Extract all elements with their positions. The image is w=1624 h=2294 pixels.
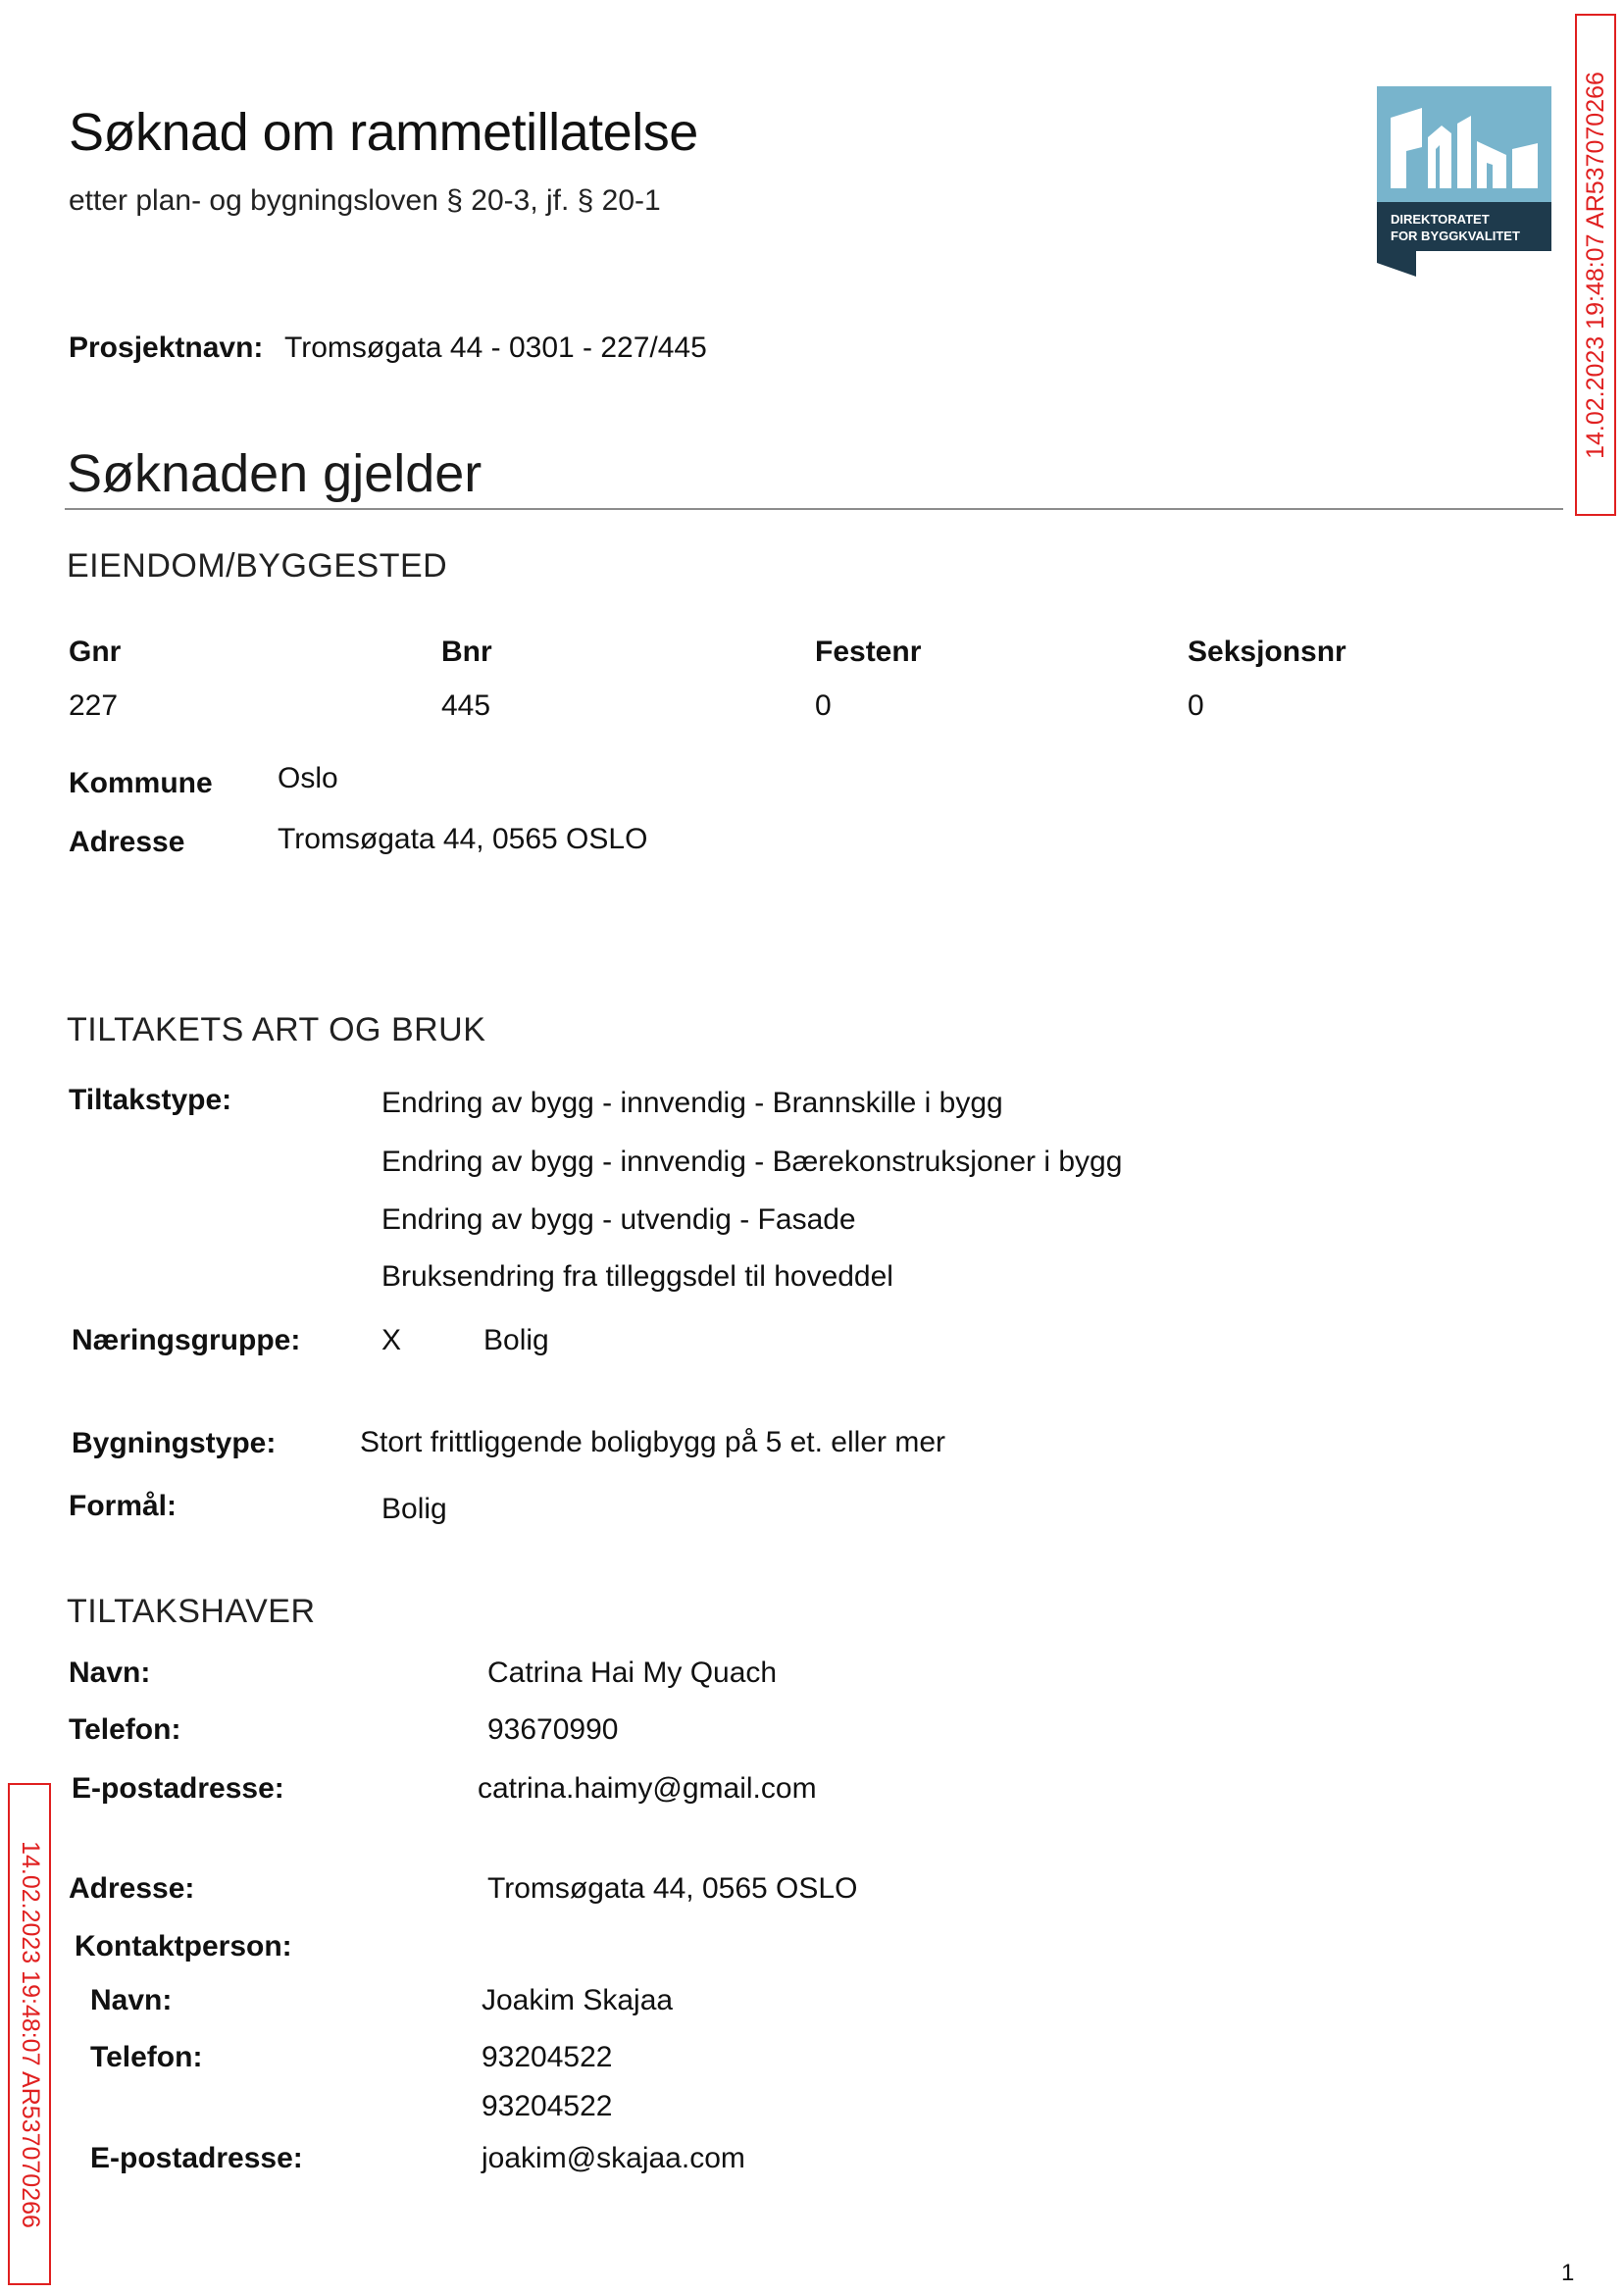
applicant-section-title: TILTAKSHAVER xyxy=(67,1593,316,1630)
festenr-value: 0 xyxy=(815,689,832,722)
project-name-value: Tromsøgata 44 - 0301 - 227/445 xyxy=(284,331,707,364)
contact-navn-value: Joakim Skajaa xyxy=(482,1984,674,2016)
contact-epost-value: joakim@skajaa.com xyxy=(482,2142,745,2174)
applicant-adresse-value: Tromsøgata 44, 0565 OSLO xyxy=(487,1872,858,1905)
received-stamp-left: 14.02.2023 19:48:07 AR537070266 xyxy=(8,1783,51,2285)
contact-telefon-value-1: 93204522 xyxy=(482,2041,613,2073)
formal-value: Bolig xyxy=(381,1493,447,1525)
applicant-telefon-label: Telefon: xyxy=(69,1713,181,1746)
naeringsgruppe-value: Bolig xyxy=(483,1324,549,1356)
page-number: 1 xyxy=(1561,2260,1575,2286)
document-title: Søknad om rammetillatelse xyxy=(69,103,698,162)
tiltakstype-item: Endring av bygg - innvendig - Bærekonstruksjoner i bygg xyxy=(381,1146,1123,1178)
seksjonsnr-label: Seksjonsnr xyxy=(1188,636,1346,668)
applicant-telefon-value: 93670990 xyxy=(487,1713,619,1746)
heading-divider xyxy=(65,508,1563,510)
adresse-value: Tromsøgata 44, 0565 OSLO xyxy=(278,823,648,855)
contact-telefon-value-2: 93204522 xyxy=(482,2090,613,2122)
logo-text-line-2: FOR BYGGKVALITET xyxy=(1391,229,1520,243)
applicant-navn-value: Catrina Hai My Quach xyxy=(487,1657,778,1689)
measure-section-title: TILTAKETS ART OG BRUK xyxy=(67,1011,486,1048)
bnr-value: 445 xyxy=(441,689,491,722)
application-heading: Søknaden gjelder xyxy=(67,444,482,503)
applicant-navn-label: Navn: xyxy=(69,1657,151,1689)
contact-person-label: Kontaktperson: xyxy=(75,1930,292,1963)
kommune-value: Oslo xyxy=(278,762,338,794)
logo-text-line-1: DIREKTORATET xyxy=(1391,212,1490,227)
contact-telefon-label: Telefon: xyxy=(90,2041,203,2073)
received-stamp-top: 14.02.2023 19:48:07 AR537070266 xyxy=(1575,14,1616,516)
contact-navn-label: Navn: xyxy=(90,1984,173,2016)
seksjonsnr-value: 0 xyxy=(1188,689,1204,722)
property-section-title: EIENDOM/BYGGESTED xyxy=(67,547,448,585)
applicant-adresse-label: Adresse: xyxy=(69,1872,195,1905)
gnr-value: 227 xyxy=(69,689,119,722)
project-name-label: Prosjektnavn: xyxy=(69,331,264,364)
tiltakstype-item: Endring av bygg - innvendig - Brannskille i bygg xyxy=(381,1087,1003,1119)
tiltakstype-item: Endring av bygg - utvendig - Fasade xyxy=(381,1203,856,1236)
naeringsgruppe-label: Næringsgruppe: xyxy=(72,1324,301,1356)
bygningstype-label: Bygningstype: xyxy=(72,1427,277,1459)
tiltakstype-item: Bruksendring fra tilleggsdel til hoveddel xyxy=(381,1260,893,1293)
festenr-label: Festenr xyxy=(815,636,922,668)
formal-label: Formål: xyxy=(69,1490,178,1522)
applicant-epost-value: catrina.haimy@gmail.com xyxy=(478,1772,817,1805)
applicant-epost-label: E-postadresse: xyxy=(72,1772,284,1805)
kommune-label: Kommune xyxy=(69,767,213,799)
gnr-label: Gnr xyxy=(69,636,122,668)
tiltakstype-label: Tiltakstype: xyxy=(69,1084,232,1116)
naeringsgruppe-code: X xyxy=(381,1324,402,1356)
adresse-label: Adresse xyxy=(69,826,185,858)
document-subtitle: etter plan- og bygningsloven § 20-3, jf. § 20-1 xyxy=(69,184,661,217)
dibk-logo xyxy=(1377,86,1551,277)
bygningstype-value: Stort frittliggende boligbygg på 5 et. eller mer xyxy=(360,1426,945,1458)
bnr-label: Bnr xyxy=(441,636,492,668)
contact-epost-label: E-postadresse: xyxy=(90,2142,303,2174)
